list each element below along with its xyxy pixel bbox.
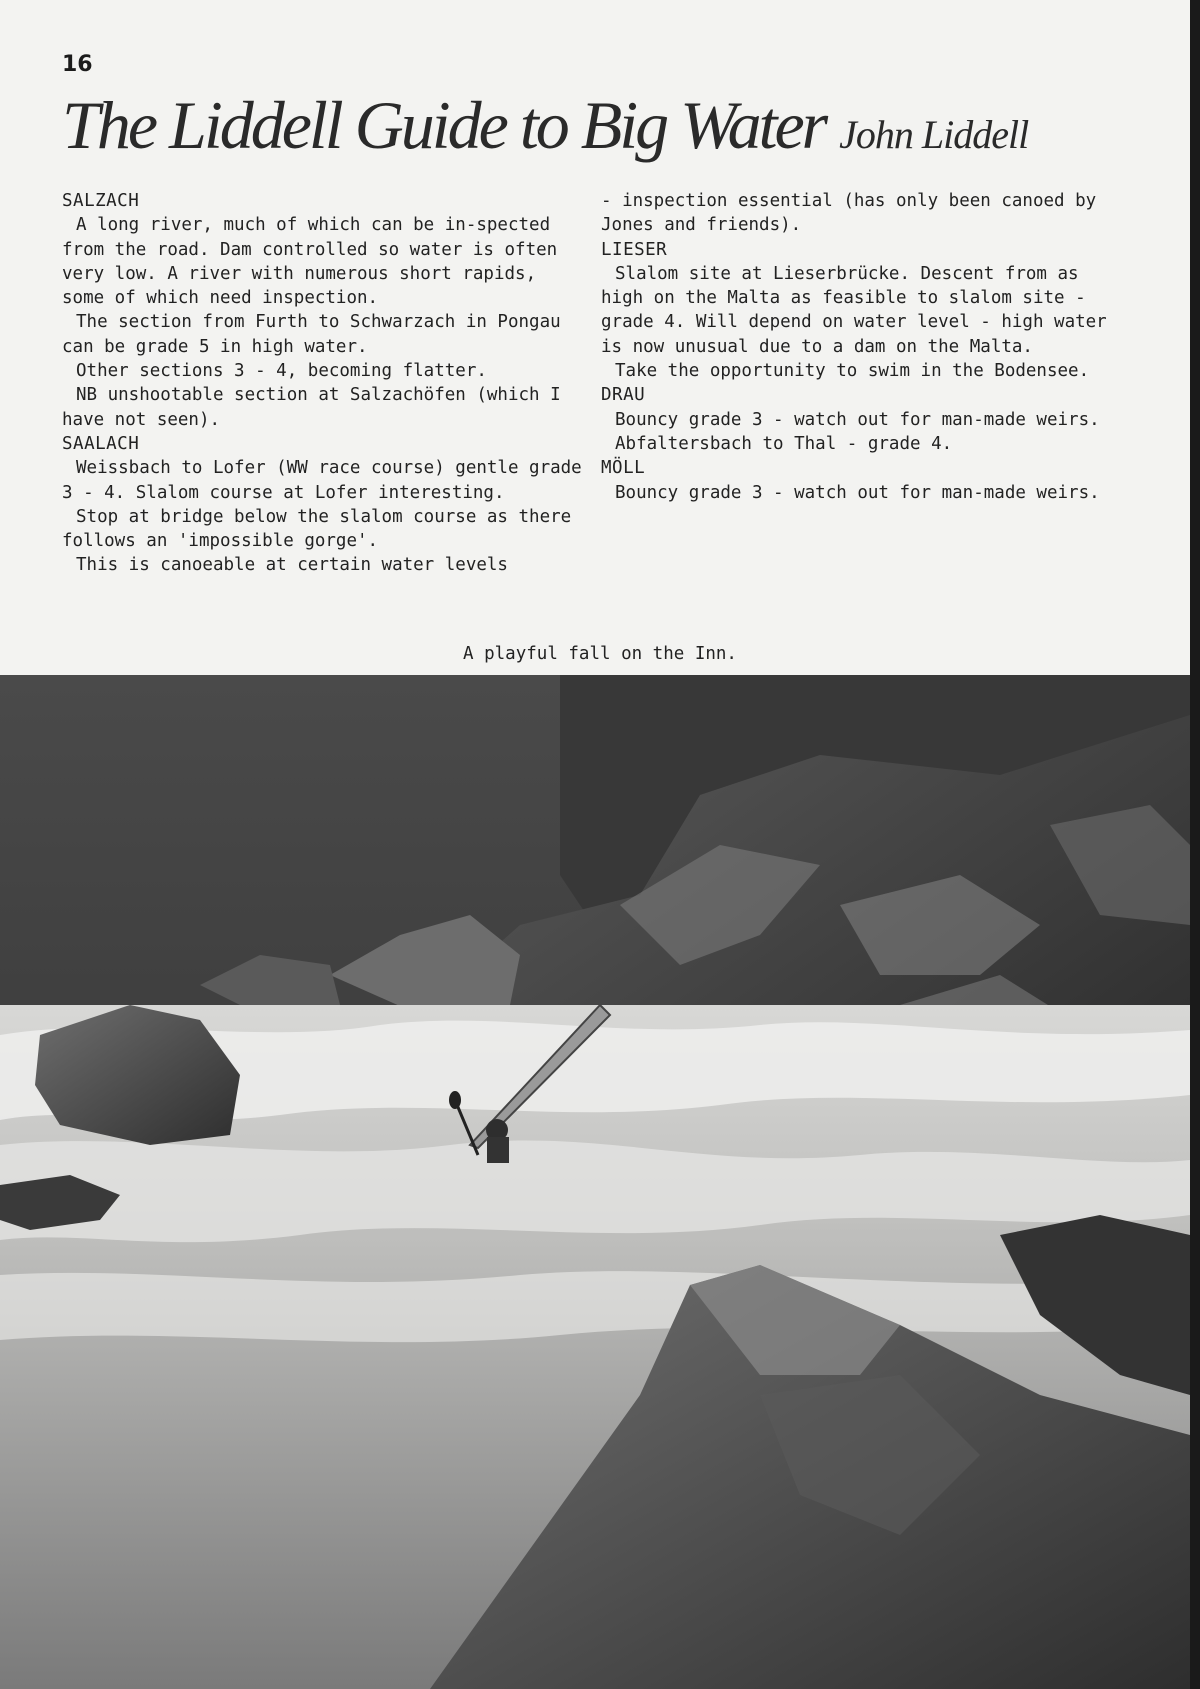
paragraph: Bouncy grade 3 - watch out for man-made weirs. — [615, 409, 1100, 430]
article-header — [62, 86, 1152, 165]
paragraph: Stop at bridge below the slalom course as there follows an 'impossible gorge'. — [62, 506, 572, 552]
article-author: John Liddell — [839, 112, 1029, 157]
river-heading: SALZACH — [62, 191, 140, 211]
paragraph: The section from Furth to Schwarzach in Pongau can be grade 5 in high water. — [62, 312, 561, 357]
paragraph: Take the opportunity to swim in the Bodensee. — [615, 361, 1090, 382]
paragraph: Bouncy grade 3 - watch out for man-made weirs. — [615, 482, 1100, 503]
right-text-column — [601, 189, 1121, 505]
river-heading: SAALACH — [62, 433, 140, 454]
paragraph: Abfaltersbach to Thal - grade 4. — [615, 433, 953, 454]
paragraph: NB unshootable section at Salzachöfen (which I have not seen). — [62, 385, 561, 430]
paragraph: Weissbach to Lofer (WW race course) gentle grade 3 - 4. Slalom course at Lofer interesting. — [62, 458, 582, 503]
paragraph: Other sections 3 - 4, becoming flatter. — [76, 361, 487, 382]
river-heading: LIESER — [601, 239, 668, 260]
river-heading: MÖLL — [601, 458, 646, 479]
page-number: 16 — [62, 52, 93, 77]
river-photo-illustration — [0, 675, 1190, 1689]
paragraph: Slalom site at Lieserbrücke. Descent from as high on the Malta as feasible to slalom site - grade 4. Will depend on water level - high water is now unusual due to a dam on the Malta. — [601, 263, 1107, 357]
paragraph: - inspection essential (has only been canoed by Jones and friends). — [601, 191, 1097, 236]
paragraph: A long river, much of which can be in-spected from the road. Dam controlled so water is often very low. A river with numerous short rapids, some of which need inspection. — [62, 215, 558, 309]
photo-caption: A playful fall on the Inn. — [463, 644, 737, 664]
page-edge — [1190, 0, 1200, 1689]
river-heading: DRAU — [601, 385, 646, 406]
kayak-photo — [0, 675, 1190, 1689]
article-title: The Liddell Guide to Big Water — [62, 87, 826, 163]
left-text-column — [62, 189, 582, 578]
paragraph: This is canoeable at certain water levels — [76, 555, 508, 576]
